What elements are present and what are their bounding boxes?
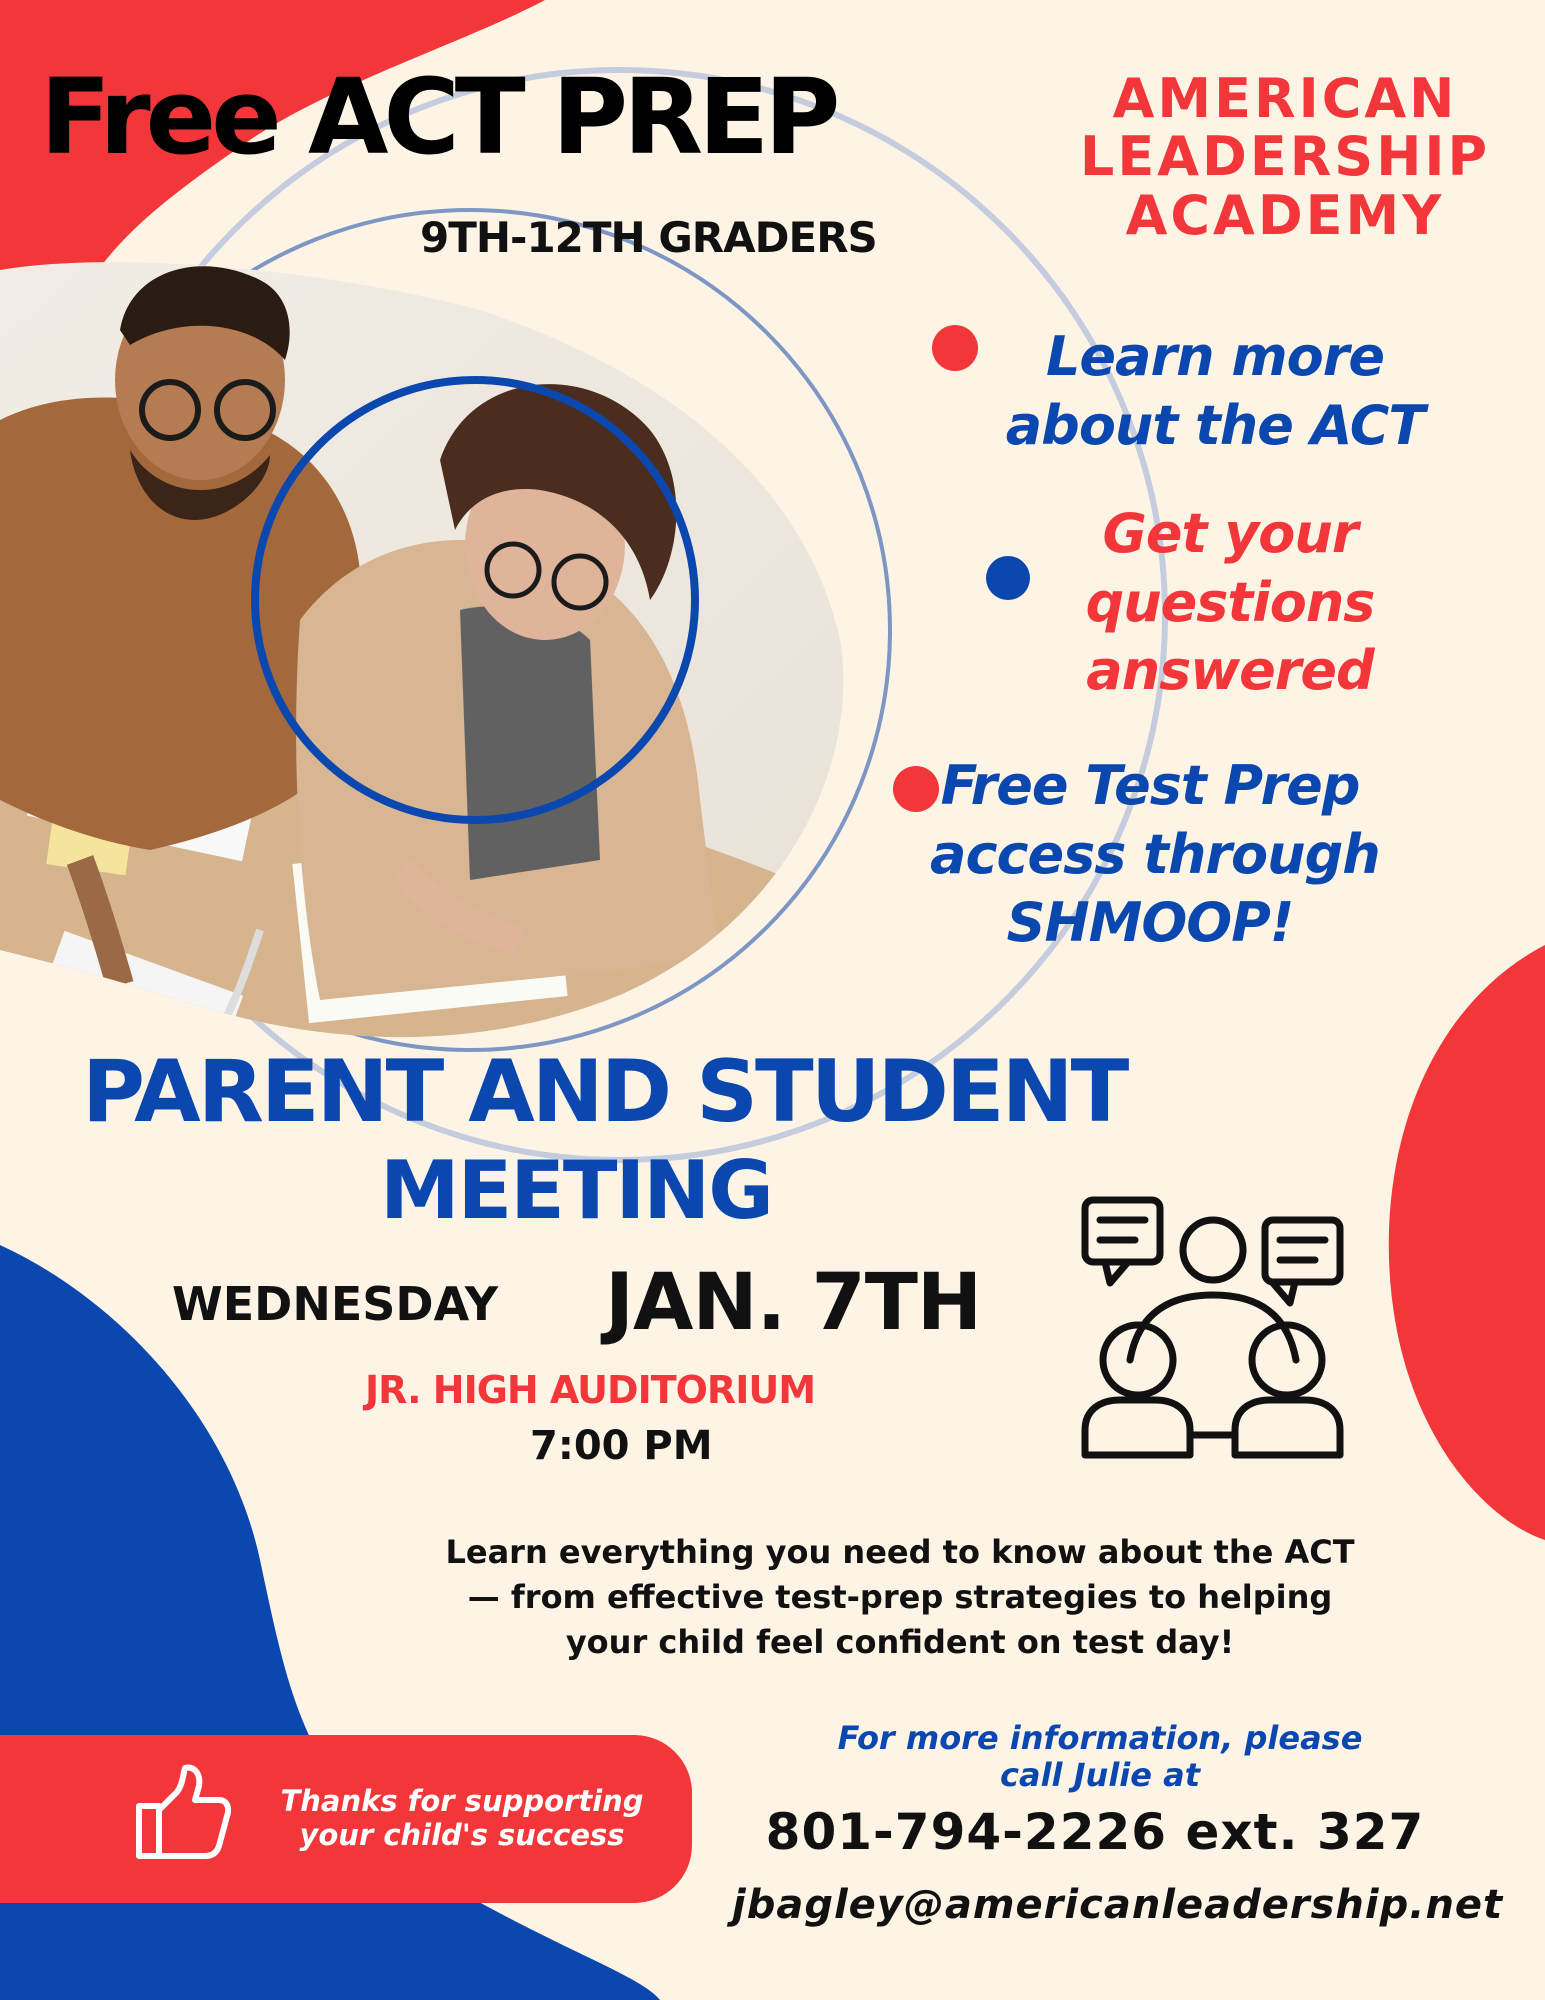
bullet-line: SHMOOP! <box>1006 891 1294 955</box>
meeting-date: JAN. 7TH <box>605 1258 982 1348</box>
organization-line: AMERICAN <box>1112 67 1458 130</box>
description: Learn everything you need to know about the ACT — from effective test-prep strategies to helping your child feel confident on test day! <box>445 1533 1355 1661</box>
organization-name <box>1055 67 1515 247</box>
grades-label: 9TH-12TH GRADERS <box>420 213 877 262</box>
bullet-line: about the ACT <box>1005 393 1425 457</box>
bullet-line: answered <box>1086 639 1374 703</box>
bullet-line: Get your <box>1102 502 1358 565</box>
thumbs-up-icon <box>135 1762 231 1862</box>
contact-lead: For more information, please call Julie at <box>837 1719 1363 1794</box>
meeting-icon <box>1080 1195 1345 1460</box>
meeting-venue: JR. HIGH AUDITORIUM <box>365 1368 816 1412</box>
thanks-message: Thanks for supporting your child's success <box>280 1784 644 1852</box>
organization-line: ACADEMY <box>1125 183 1445 247</box>
bullet-line: Learn more <box>1046 325 1384 388</box>
meeting-time: 7:00 PM <box>530 1423 713 1469</box>
meeting-weekday: WEDNESDAY <box>172 1277 499 1331</box>
meeting-subtitle: MEETING <box>380 1144 772 1237</box>
bullet-item <box>930 752 1380 958</box>
bullet-line: Free Test Prep <box>940 754 1360 817</box>
email-address[interactable]: jbagley@americanleadership.net <box>732 1882 1504 1928</box>
bullet-dot <box>986 556 1030 600</box>
meeting-title: PARENT AND STUDENT <box>82 1042 1127 1142</box>
bullet-dot <box>932 325 978 371</box>
bullet-line: access through <box>930 822 1380 886</box>
bullet-item <box>1060 500 1400 706</box>
bullet-item <box>985 323 1445 460</box>
organization-line: LEADERSHIP <box>1079 125 1491 189</box>
headline: Free ACT PREP <box>40 56 836 178</box>
bullet-line: questions <box>1085 570 1375 634</box>
phone-number[interactable]: 801-794-2226 ext. 327 <box>765 1803 1425 1861</box>
